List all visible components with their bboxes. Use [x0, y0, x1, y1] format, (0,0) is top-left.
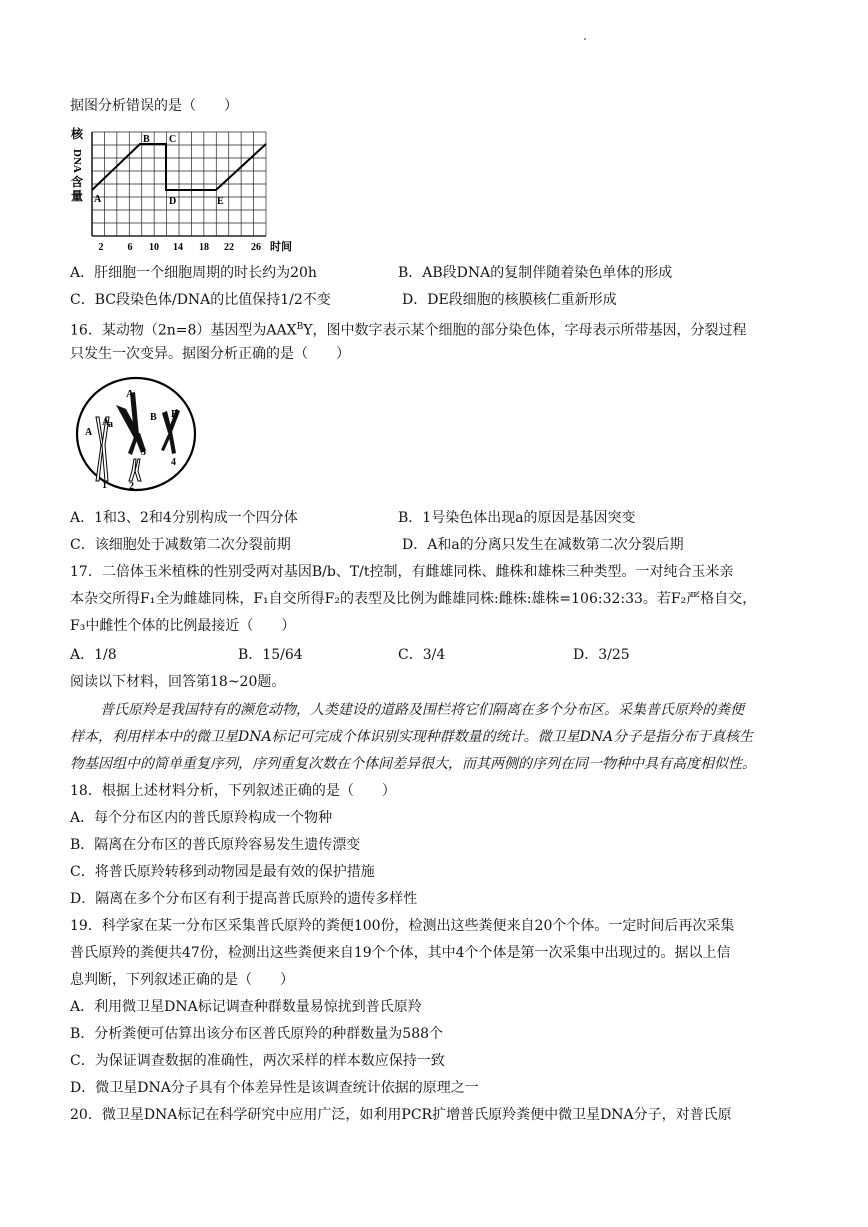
q15-option-b[interactable]: B．AB段DNA的复制伴随着染色单体的形成	[398, 265, 673, 281]
material-line3: 物基因组中的简单重复序列，序列重复次数在个体间差异很大，而其两侧的序列在同一物种中具有高度相似性。	[70, 756, 756, 772]
q16-stem-text: 16．某动物（2n=8）基因型为AAX	[70, 322, 297, 339]
chromosome-number-2: 2	[129, 481, 134, 492]
x-tick-26: 26	[251, 242, 261, 253]
chart-y-label-1: 核	[71, 127, 84, 141]
point-label-d: D	[169, 196, 177, 207]
q17-option-a[interactable]: A．1/8	[70, 647, 117, 663]
x-tick-6: 6	[127, 242, 133, 253]
chart-y-label-2: DNA	[71, 149, 83, 173]
point-label-c: C	[169, 134, 177, 145]
q17-line3: F₃中雌性个体的比例最接近（ ）	[70, 618, 296, 634]
q15-option-c[interactable]: C．BC段染色体/DNA的比值保持1/2不变	[70, 292, 331, 308]
q15-option-a[interactable]: A．肝细胞一个细胞周期的时长约为20h	[70, 265, 317, 281]
dna-content-chart	[66, 124, 306, 254]
gene-label-a3: A	[126, 388, 134, 400]
x-tick-18: 18	[199, 242, 209, 253]
x-tick-22: 22	[224, 242, 234, 253]
q20-line1: 20．微卫星DNA标记在科学研究中应用广泛，如利用PCR扩增普氏原羚粪便中微卫星DNA分子，对普氏原	[70, 1107, 732, 1123]
q19-option-d[interactable]: D．微卫星DNA分子具有个体差异性是该调查统计依据的原理之一	[70, 1080, 479, 1096]
x-tick-10: 10	[149, 242, 159, 253]
material-line2: 样本，利用样本中的微卫星DNA标记可完成个体识别实现种群数量的统计。微卫星DNA分子是指分布于真核生	[70, 729, 754, 745]
chromosome-3	[116, 392, 146, 455]
chromosome-number-3: 3	[141, 447, 146, 458]
q16-option-d[interactable]: D．A和a的分离只发生在减数第二次分裂后期	[402, 537, 684, 553]
point-label-b: B	[143, 134, 150, 145]
chart-y-label-3: 含	[71, 175, 84, 189]
q16-stem-sup: B	[296, 322, 304, 332]
gene-label-b1: B	[150, 412, 157, 423]
q16-option-c[interactable]: C．该细胞处于减数第二次分裂前期	[70, 537, 291, 553]
q17-option-b[interactable]: B．15/64	[238, 647, 303, 663]
chromosome-cell-figure	[72, 375, 202, 495]
q17-line2: 本杂交所得F₁全为雌雄同株，F₁自交所得F₂的表型及比例为雌雄同株:雌株:雄株=106:32:33。若F₂严格自交，	[70, 591, 757, 607]
gene-label-a1: A	[85, 427, 93, 438]
q18-option-b[interactable]: B．隔离在分布区的普氏原羚容易发生遗传漂变	[70, 837, 361, 853]
q16-stem-line1	[70, 317, 746, 341]
q15-stem: 据图分析错误的是（ ）	[70, 98, 238, 114]
q18-option-d[interactable]: D．隔离在多个分布区有利于提高普氏原羚的遗传多样性	[70, 891, 418, 907]
q18-option-c[interactable]: C．将普氏原羚转移到动物园是最有效的保护措施	[70, 864, 375, 880]
q15-option-d[interactable]: D．DE段细胞的核膜核仁重新形成	[402, 292, 617, 308]
q16-stem-line2: 只发生一次变异。据图分析正确的是（ ）	[70, 346, 350, 362]
point-label-a: A	[94, 194, 102, 205]
point-label-e: E	[217, 196, 224, 207]
q19-line2: 普氏原羚的粪便共47份，检测出这些粪便来自19个个体，其中4个个体是第一次采集中出现过的。据以上信	[70, 945, 731, 961]
q16-option-a[interactable]: A．1和3、2和4分别构成一个四分体	[70, 510, 298, 526]
q18-stem: 18．根据上述材料分析，下列叙述正确的是（ ）	[70, 783, 396, 799]
q16-option-b[interactable]: B．1号染色体出现a的原因是基因突变	[398, 510, 636, 526]
q19-option-c[interactable]: C．为保证调查数据的准确性，两次采样的样本数应保持一致	[70, 1053, 445, 1069]
chromosome-number-1: 1	[102, 480, 107, 491]
q18-option-a[interactable]: A．每个分布区内的普氏原羚构成一个物种	[70, 810, 333, 826]
chart-y-label-4: 量	[71, 189, 84, 203]
chromosome-2	[129, 459, 141, 481]
x-tick-2: 2	[98, 242, 104, 253]
material-intro: 阅读以下材料，回答第18~20题。	[70, 674, 286, 690]
gene-label-lower-a: a	[108, 419, 113, 430]
q17-line1: 17．二倍体玉米植株的性别受两对基因B/b、T/t控制，有雌雄同株、雌株和雄株三种类型。一对纯合玉米亲	[70, 564, 734, 580]
scan-dot	[584, 38, 586, 40]
q19-option-a[interactable]: A．利用微卫星DNA标记调查种群数量易惊扰到普氏原羚	[70, 999, 422, 1015]
gene-label-b2: B	[171, 409, 178, 420]
q17-option-d[interactable]: D．3/25	[573, 647, 630, 663]
material-line1: 普氏原羚是我国特有的濒危动物，人类建设的道路及围栏将它们隔离在多个分布区。采集普氏原羚的粪便	[100, 702, 744, 718]
chromosome-number-4: 4	[171, 457, 176, 468]
q16-stem-text-end: Y，图中数字表示某个细胞的部分染色体，字母表示所带基因，分裂过程	[303, 322, 747, 339]
q19-line3: 息判断，下列叙述正确的是（ ）	[70, 972, 294, 988]
x-tick-14: 14	[173, 242, 183, 253]
q19-line1: 19．科学家在某一分布区采集普氏原羚的粪便100份，检测出这些粪便来自20个个体。一定时间后再次采集	[70, 918, 735, 934]
gene-label-a2: A	[102, 417, 110, 428]
q17-option-c[interactable]: C．3/4	[398, 647, 446, 663]
q19-option-b[interactable]: B．分析粪便可估算出该分布区普氏原羚的种群数量为588个	[70, 1026, 444, 1042]
x-axis-label: 时间	[270, 241, 292, 253]
